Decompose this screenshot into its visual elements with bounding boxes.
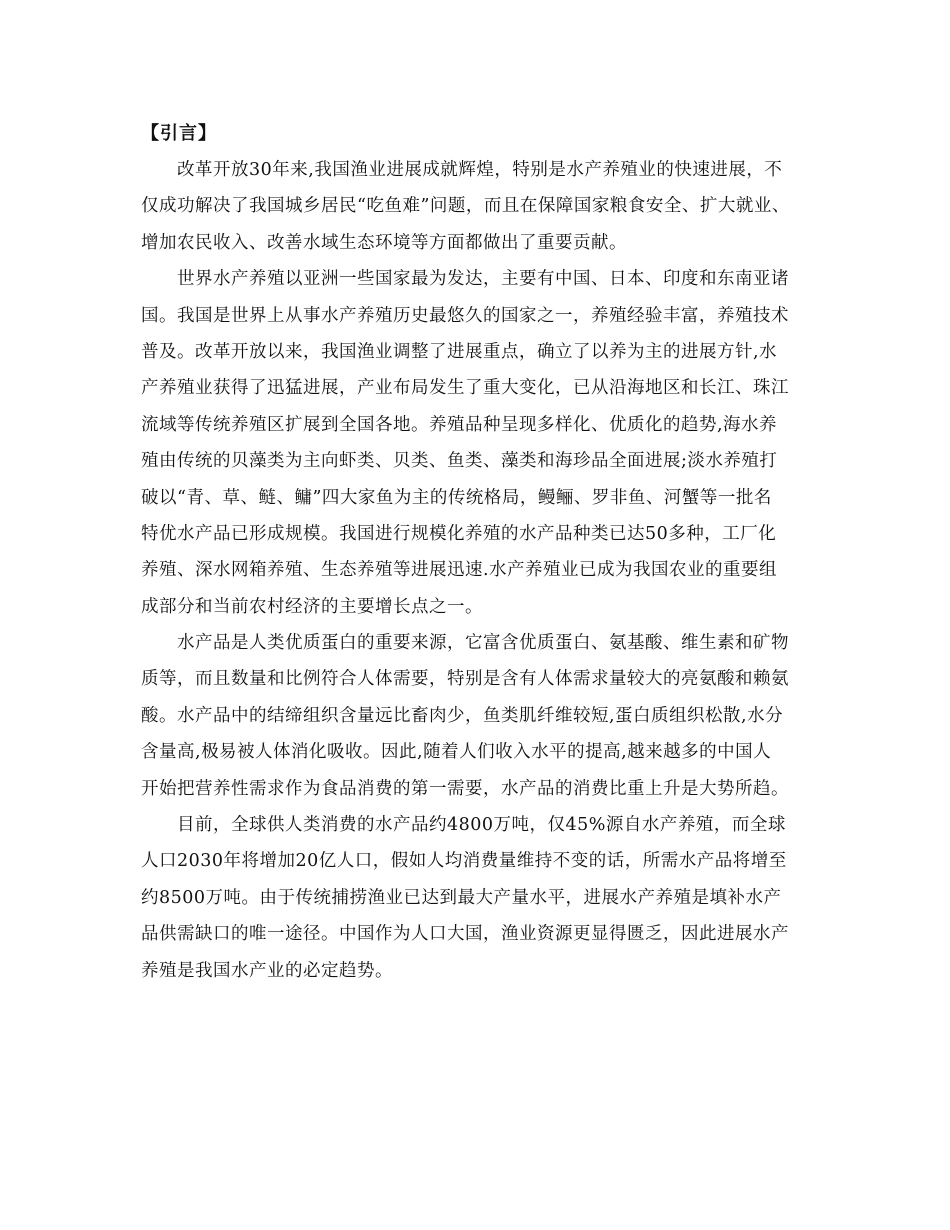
text-line: 流域等传统养殖区扩展到全国各地。养殖品种呈现多样化、优质化的趋势,海水养	[141, 414, 778, 435]
text-line: 成部分和当前农村经济的主要增长点之一。	[141, 596, 483, 617]
paragraph-1	[141, 152, 821, 261]
text-line: 水产品是人类优质蛋白的重要来源，它富含优质蛋白、氨基酸、维生素和矿物	[177, 633, 789, 654]
section-heading: 【引言】	[141, 123, 217, 144]
text-line: 改革开放30年来,我国渔业进展成就辉煌，特别是水产养殖业的快速进展，不	[177, 160, 783, 180]
paragraph-2	[141, 261, 821, 625]
text-line: 约8500万吨。由于传统捕捞渔业已达到最大产量水平，进展水产养殖是填补水产	[141, 887, 782, 908]
text-line: 国。我国是世界上从事水产养殖历史最悠久的国家之一，养殖经验丰富，养殖技术	[141, 305, 789, 326]
text-line: 增加农民收入、改善水域生态环境等方面都做出了重要贡献。	[141, 232, 627, 253]
text-line: 仅成功解决了我国城乡居民“吃鱼难”问题，而且在保障国家粮食安全、扩大就业、	[141, 196, 790, 217]
text-line: 目前，全球供人类消费的水产品约4800万吨，仅45%源自水产养殖，而全球	[177, 815, 786, 836]
text-line: 破以“青、草、鲢、鳙”四大家鱼为主的传统格局，鳗鲡、罗非鱼、河蟹等一批名	[141, 487, 772, 508]
text-line: 产养殖业获得了迅猛进展，产业布局发生了重大变化，已从沿海地区和长江、珠江	[141, 378, 789, 399]
text-line: 世界水产养殖以亚洲一些国家最为发达，主要有中国、日本、印度和东南亚诸	[177, 269, 789, 290]
text-line: 普及。改革开放以来，我国渔业调整了进展重点，确立了以养为主的进展方针,水	[141, 341, 778, 362]
text-line: 养殖是我国水产业的必定趋势。	[141, 960, 393, 981]
paragraph-4	[141, 807, 821, 989]
text-line: 酸。水产品中的结缔组织含量远比畜肉少，鱼类肌纤维较短,蛋白质组织松散,水分	[141, 705, 784, 726]
text-line: 殖由传统的贝藻类为主向虾类、贝类、鱼类、藻类和海珍品全面进展;淡水养殖打	[141, 451, 778, 472]
document-body	[141, 116, 821, 989]
paragraph-3	[141, 625, 821, 807]
text-line: 开始把营养性需求作为食品消费的第一需要，水产品的消费比重上升是大势所趋。	[141, 778, 789, 799]
text-line: 养殖、深水网箱养殖、生态养殖等进展迅速.水产养殖业已成为我国农业的重要组	[141, 560, 778, 581]
text-line: 人口2030年将增加20亿人口，假如人均消费量维持不变的话，所需水产品将增至	[141, 851, 787, 872]
text-line: 特优水产品已形成规模。我国进行规模化养殖的水产品种类已达50多种，工厂化	[141, 523, 777, 544]
text-line: 质等，而且数量和比例符合人体需要，特别是含有人体需求量较大的亮氨酸和赖氨	[141, 669, 789, 690]
text-line: 品供需缺口的唯一途径。中国作为人口大国，渔业资源更显得匮乏，因此进展水产	[141, 924, 789, 945]
text-line: 含量高,极易被人体消化吸收。因此,随着人们收入水平的提高,越来越多的中国人	[141, 742, 772, 763]
